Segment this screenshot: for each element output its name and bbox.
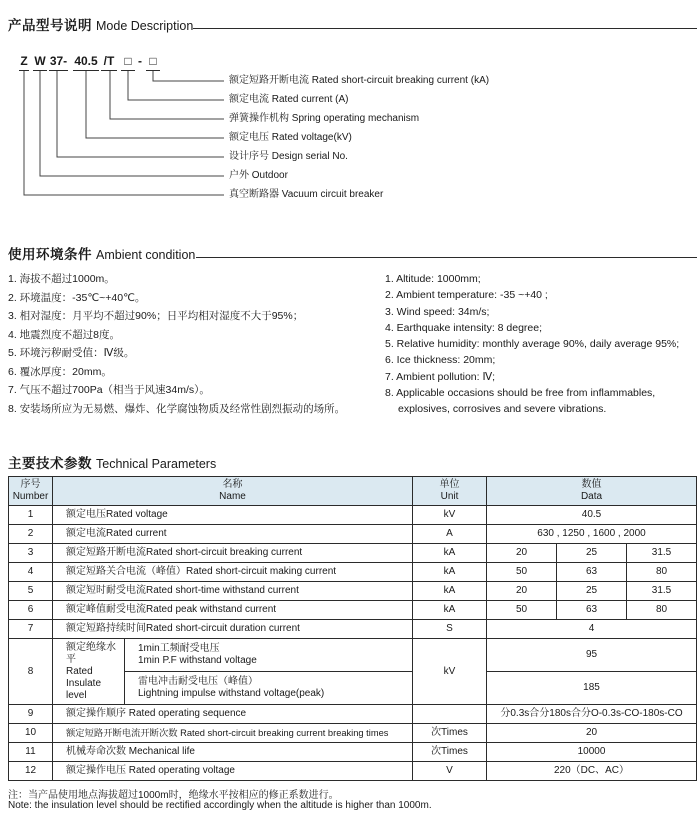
ambient-condition-title — [8, 243, 195, 264]
table-row — [9, 525, 697, 544]
ambient-item-en: 5. Relative humidity: monthly average 90%, daily average 95%; — [385, 338, 680, 351]
ambient-item-en: 2. Ambient temperature: -35 ~+40 ; — [385, 289, 548, 302]
row-value: 630 , 1250 , 1600 , 2000 — [487, 525, 697, 544]
row-value: 80 — [627, 563, 697, 582]
row-unit: kA — [413, 563, 487, 582]
row-name: 额定短时耐受电流Rated short-time withstand current — [53, 582, 413, 601]
table-row-insulate-1 — [9, 639, 697, 672]
table-row — [9, 563, 697, 582]
row-name: 额定操作电压 Rated operating voltage — [53, 762, 413, 781]
row-unit — [413, 705, 487, 724]
row-value: 20 — [487, 544, 557, 563]
connector-line — [40, 71, 224, 176]
title-rule — [196, 257, 697, 258]
row-name: 额定电压Rated voltage — [53, 506, 413, 525]
row-value: 20 — [487, 582, 557, 601]
ambient-item-zh: 6. 覆冰厚度：20mm。 — [8, 365, 112, 378]
ambient-item-en: 8. Applicable occasions should be free from inflammables, explosives, corrosives and severe vibrations. — [385, 387, 656, 416]
row-unit: S — [413, 620, 487, 639]
row-number: 12 — [9, 762, 53, 781]
row-name: 额定短路开断电流开断次数 Rated short-circuit breaking current breaking times — [53, 724, 413, 743]
ambient-item-zh: 1. 海拔不超过1000m。 — [8, 273, 115, 285]
connector-line — [57, 71, 224, 157]
table-row — [9, 544, 697, 563]
row-name: 机械寿命次数 Mechanical life — [53, 743, 413, 762]
row-value: 63 — [557, 601, 627, 620]
ambient-item-en: 1. Altitude: 1000mm; — [385, 273, 481, 285]
connector-line — [110, 71, 224, 119]
table-row — [9, 762, 697, 781]
footnote-zh: 注：当产品使用地点海拔超过1000m时，绝缘水平按相应的修正系数进行。 — [8, 790, 339, 801]
row-unit: kA — [413, 582, 487, 601]
technical-parameters-title-zh: 主要技术参数 — [8, 456, 92, 471]
row-value: 4 — [487, 620, 697, 639]
row-name: 额定短路关合电流（峰值）Rated short-circuit making current — [53, 563, 413, 582]
table-row — [9, 743, 697, 762]
row-unit: kA — [413, 544, 487, 563]
title-rule — [193, 28, 697, 29]
footnote-en: Note: the insulation level should be rectified accordingly when the altitude is higher than 1000m. — [8, 800, 432, 811]
row-number: 1 — [9, 506, 53, 525]
row-name: 额定峰值耐受电流Rated peak withstand current — [53, 601, 413, 620]
model-token-w: W — [33, 53, 47, 71]
row-value: 50 — [487, 563, 557, 582]
model-token-box2: □ — [146, 53, 160, 71]
row-value: 20 — [487, 724, 697, 743]
row-name: 额定绝缘水平 Rated Insulate level — [53, 639, 125, 705]
ambient-list-zh — [8, 270, 345, 418]
row-value: 185 — [487, 672, 697, 705]
row-subname: 雷电冲击耐受电压（峰值） Lightning impulse withstand voltage(peak) — [125, 672, 413, 705]
ambient-item-en: 7. Ambient pollution: Ⅳ; — [385, 370, 496, 383]
row-number: 9 — [9, 705, 53, 724]
row-value: 25 — [557, 582, 627, 601]
row-number: 10 — [9, 724, 53, 743]
row-name: 额定电流Rated current — [53, 525, 413, 544]
row-value: 31.5 — [627, 544, 697, 563]
model-label-rated-current: 额定电流 Rated current (A) — [229, 94, 349, 105]
row-value: 50 — [487, 601, 557, 620]
row-unit: kV — [413, 506, 487, 525]
mode-description-title-en: Mode Description — [96, 19, 194, 33]
model-token-37: 37- — [49, 53, 68, 71]
row-value: 80 — [627, 601, 697, 620]
table-row — [9, 620, 697, 639]
row-unit: kA — [413, 601, 487, 620]
ambient-item-zh: 3. 相对湿度：月平均不超过90%；日平均相对湿度不大于95%； — [8, 310, 304, 322]
table-row — [9, 506, 697, 525]
ambient-condition-title-zh: 使用环境条件 — [8, 247, 92, 262]
table-row — [9, 601, 697, 620]
row-unit: V — [413, 762, 487, 781]
header-unit: 单位 Unit — [413, 477, 487, 506]
row-unit: kV — [413, 639, 487, 705]
ambient-item-zh: 7. 气压不超过700Pa（相当于风速34m/s）。 — [8, 384, 210, 396]
row-unit: 次Times — [413, 743, 487, 762]
row-value: 31.5 — [627, 582, 697, 601]
technical-parameters-table — [8, 476, 697, 781]
ambient-item-zh: 2. 环境温度：-35℃~+40℃。 — [8, 291, 146, 304]
row-subname: 1min工频耐受电压 1min P.F withstand voltage — [125, 639, 413, 672]
table-row — [9, 724, 697, 743]
ambient-item-en: 6. Ice thickness: 20mm; — [385, 354, 496, 367]
model-token-box1: □ — [121, 53, 135, 71]
row-number: 6 — [9, 601, 53, 620]
connector-line — [128, 71, 224, 100]
table-row — [9, 705, 697, 724]
ambient-item-zh: 8. 安装场所应为无易燃、爆炸、化学腐蚀物质及经常性剧烈振动的场所。 — [8, 402, 346, 415]
table-row — [9, 582, 697, 601]
row-value: 40.5 — [487, 506, 697, 525]
technical-parameters-title — [8, 452, 216, 473]
model-token-z: Z — [19, 53, 29, 71]
ambient-item-en: 4. Earthquake intensity: 8 degree; — [385, 321, 543, 334]
row-unit: A — [413, 525, 487, 544]
row-unit: 次Times — [413, 724, 487, 743]
row-value: 分0.3s合分180s合分O-0.3s-CO-180s-CO — [487, 705, 697, 724]
row-number: 11 — [9, 743, 53, 762]
model-token-t: /T — [101, 53, 117, 71]
ambient-item-zh: 5. 环境污秽耐受值：Ⅳ级。 — [8, 347, 135, 359]
technical-parameters-title-en: Technical Parameters — [96, 457, 217, 471]
model-label-outdoor: 户外 Outdoor — [229, 170, 288, 181]
row-value: 220（DC、AC） — [487, 762, 697, 781]
row-value: 25 — [557, 544, 627, 563]
header-number: 序号 Number — [9, 477, 53, 506]
row-number: 5 — [9, 582, 53, 601]
model-label-design-serial: 设计序号 Design serial No. — [229, 151, 348, 162]
row-name: 额定短路开断电流Rated short-circuit breaking current — [53, 544, 413, 563]
row-number: 7 — [9, 620, 53, 639]
model-label-spring-mechanism: 弹簧操作机构 Spring operating mechanism — [229, 113, 420, 124]
header-data: 数值 Data — [487, 477, 697, 506]
row-number: 3 — [9, 544, 53, 563]
row-number: 4 — [9, 563, 53, 582]
model-label-rated-voltage: 额定电压 Rated voltage(kV) — [229, 132, 352, 143]
ambient-item-zh: 4. 地震烈度不超过8度。 — [8, 328, 121, 341]
connector-line — [153, 71, 224, 81]
model-token-dash: - — [138, 54, 142, 68]
ambient-list-en — [385, 271, 697, 418]
row-number: 2 — [9, 525, 53, 544]
model-connector-lines — [0, 0, 240, 210]
ambient-item-en: 3. Wind speed: 34m/s; — [385, 305, 490, 318]
row-name: 额定短路持续时间Rated short-circuit duration current — [53, 620, 413, 639]
mode-description-title-zh: 产品型号说明 — [8, 18, 92, 33]
model-label-breaking-current: 额定短路开断电流 Rated short-circuit breaking current (kA) — [229, 75, 490, 86]
row-value: 10000 — [487, 743, 697, 762]
row-value: 63 — [557, 563, 627, 582]
table-header-row — [9, 477, 697, 506]
ambient-condition-title-en: Ambient condition — [96, 248, 196, 262]
header-name: 名称 Name — [53, 477, 413, 506]
row-value: 95 — [487, 639, 697, 672]
model-label-vacuum-breaker: 真空断路器 Vacuum circuit breaker — [229, 189, 384, 200]
row-name: 额定操作顺序 Rated operating sequence — [53, 705, 413, 724]
model-token-40-5: 40.5 — [73, 53, 99, 71]
row-number: 8 — [9, 639, 53, 705]
